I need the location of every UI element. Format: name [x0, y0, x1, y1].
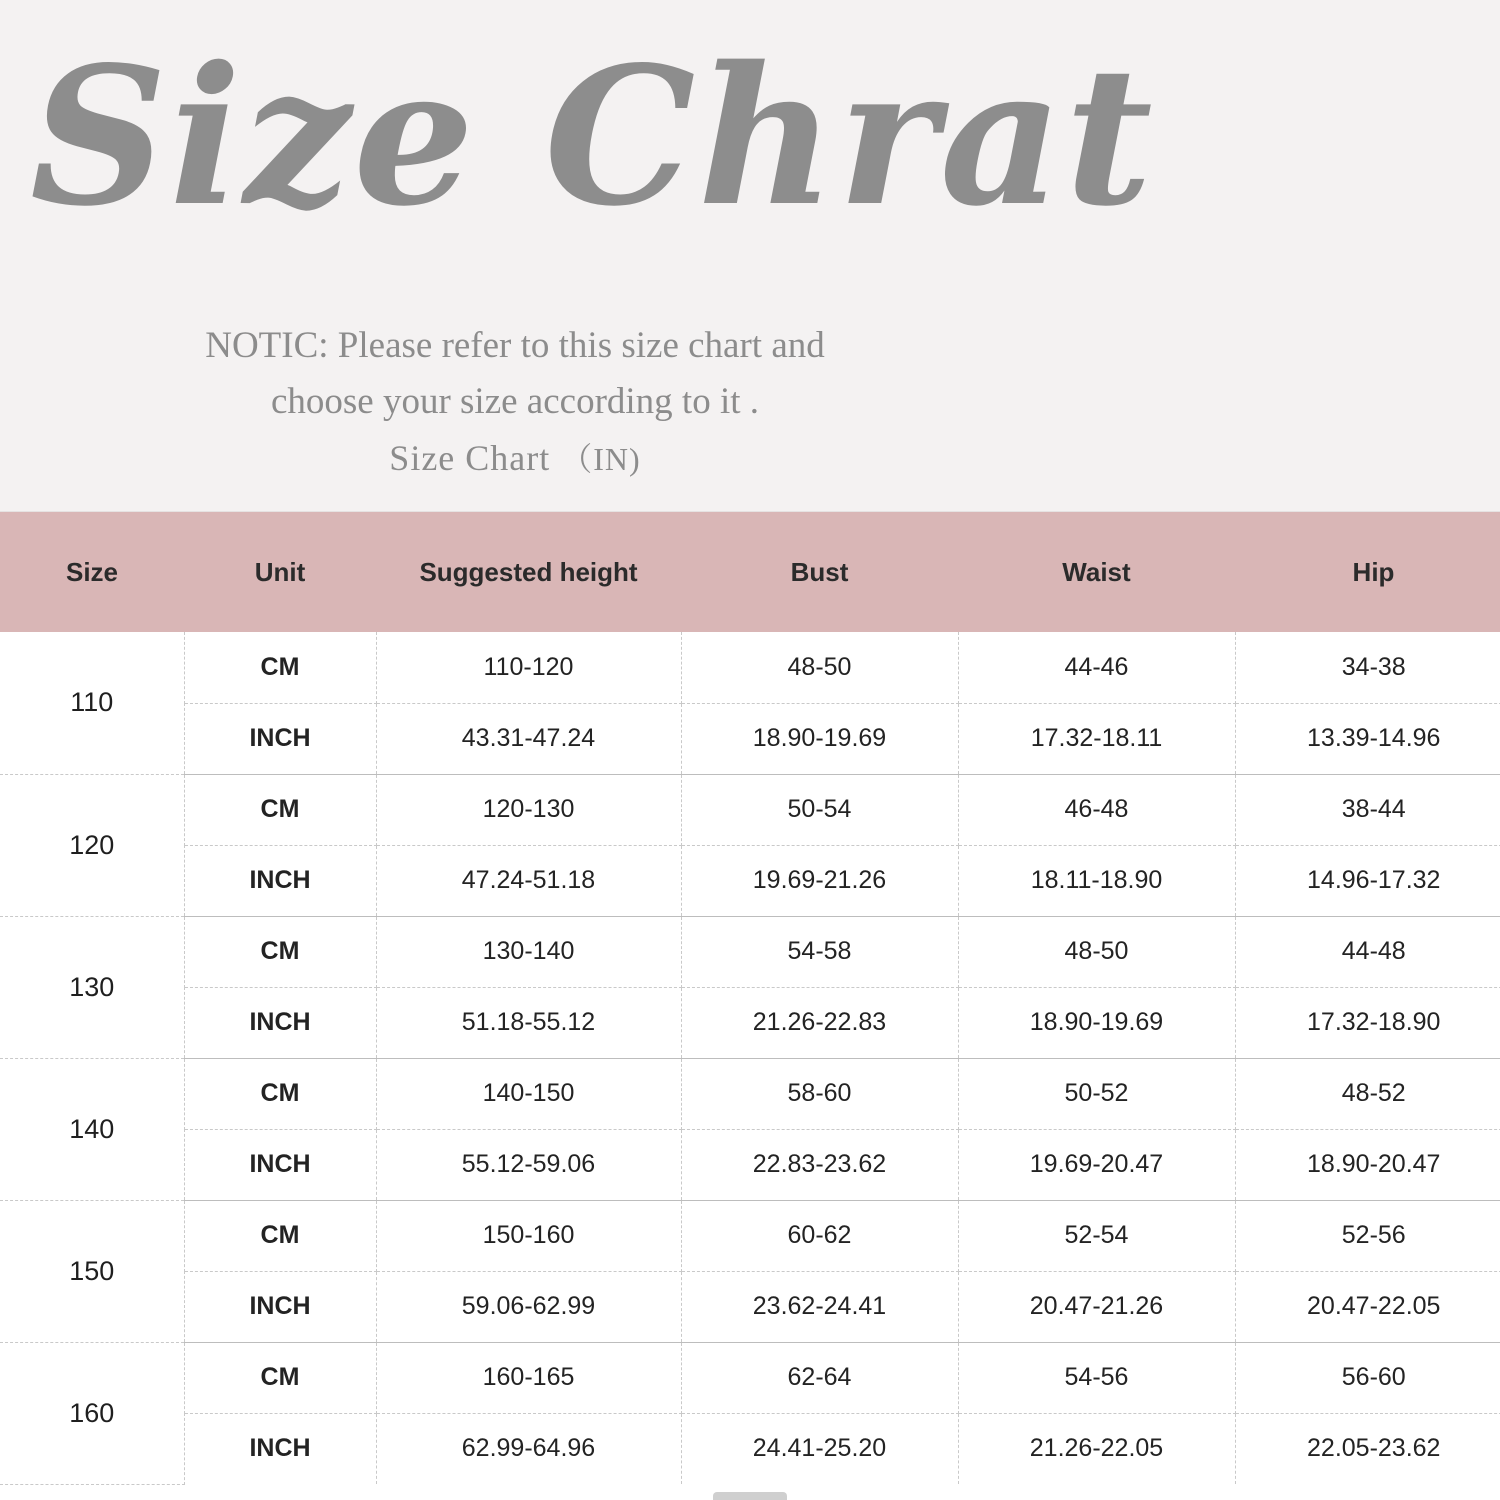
chart-header [0, 0, 1500, 512]
cell-unit: INCH [184, 987, 376, 1058]
cell-hip: 13.39-14.96 [1235, 703, 1500, 774]
table-row [0, 1129, 1500, 1200]
cell-unit: CM [184, 916, 376, 987]
column-header-size: Size [0, 512, 184, 632]
cell-size: 160 [0, 1342, 184, 1484]
table-row [0, 703, 1500, 774]
cell-waist: 48-50 [958, 916, 1235, 987]
cell-bust: 50-54 [681, 774, 958, 845]
cell-unit: CM [184, 632, 376, 703]
cell-size: 130 [0, 916, 184, 1058]
table-header-row [0, 512, 1500, 632]
cell-height: 59.06-62.99 [376, 1271, 681, 1342]
cell-hip: 44-48 [1235, 916, 1500, 987]
cell-bust: 62-64 [681, 1342, 958, 1413]
cell-bust: 58-60 [681, 1058, 958, 1129]
cell-height: 51.18-55.12 [376, 987, 681, 1058]
bottom-tab-indicator [713, 1492, 787, 1500]
cell-hip: 38-44 [1235, 774, 1500, 845]
table-row [0, 1342, 1500, 1413]
table-row [0, 845, 1500, 916]
cell-waist: 52-54 [958, 1200, 1235, 1271]
size-table-wrap [0, 512, 1500, 1485]
cell-hip: 20.47-22.05 [1235, 1271, 1500, 1342]
cell-height: 140-150 [376, 1058, 681, 1129]
table-row [0, 632, 1500, 703]
cell-hip: 48-52 [1235, 1058, 1500, 1129]
column-header-waist: Waist [958, 512, 1235, 632]
notice-block [0, 318, 1030, 487]
cell-waist: 17.32-18.11 [958, 703, 1235, 774]
cell-unit: CM [184, 1342, 376, 1413]
cell-waist: 21.26-22.05 [958, 1413, 1235, 1484]
cell-bust: 19.69-21.26 [681, 845, 958, 916]
cell-unit: INCH [184, 845, 376, 916]
cell-height: 43.31-47.24 [376, 703, 681, 774]
table-row [0, 774, 1500, 845]
table-row [0, 916, 1500, 987]
cell-hip: 17.32-18.90 [1235, 987, 1500, 1058]
cell-height: 62.99-64.96 [376, 1413, 681, 1484]
cell-height: 130-140 [376, 916, 681, 987]
cell-bust: 18.90-19.69 [681, 703, 958, 774]
cell-unit: CM [184, 774, 376, 845]
cell-waist: 18.11-18.90 [958, 845, 1235, 916]
table-row [0, 1200, 1500, 1271]
column-header-suggested-height: Suggested height [376, 512, 681, 632]
cell-height: 120-130 [376, 774, 681, 845]
cell-height: 150-160 [376, 1200, 681, 1271]
cell-size: 150 [0, 1200, 184, 1342]
cell-unit: CM [184, 1058, 376, 1129]
size-table [0, 512, 1500, 1485]
cell-height: 160-165 [376, 1342, 681, 1413]
cell-bust: 54-58 [681, 916, 958, 987]
table-row [0, 1058, 1500, 1129]
cell-waist: 20.47-21.26 [958, 1271, 1235, 1342]
cell-hip: 14.96-17.32 [1235, 845, 1500, 916]
notice-line-2: choose your size according to it . [270, 381, 760, 422]
cell-bust: 48-50 [681, 632, 958, 703]
notice-subtitle-unit: （IN) [560, 441, 641, 477]
cell-bust: 60-62 [681, 1200, 958, 1271]
page-title: Size Chrat [30, 25, 1155, 248]
cell-unit: INCH [184, 1129, 376, 1200]
table-row [0, 1271, 1500, 1342]
cell-waist: 19.69-20.47 [958, 1129, 1235, 1200]
cell-waist: 50-52 [958, 1058, 1235, 1129]
cell-height: 55.12-59.06 [376, 1129, 681, 1200]
cell-height: 110-120 [376, 632, 681, 703]
table-row [0, 987, 1500, 1058]
column-header-unit: Unit [184, 512, 376, 632]
column-header-hip: Hip [1235, 512, 1500, 632]
cell-size: 140 [0, 1058, 184, 1200]
cell-bust: 23.62-24.41 [681, 1271, 958, 1342]
cell-height: 47.24-51.18 [376, 845, 681, 916]
cell-unit: INCH [184, 1271, 376, 1342]
notice-line-1: NOTIC: Please refer to this size chart and [205, 325, 825, 366]
cell-hip: 34-38 [1235, 632, 1500, 703]
cell-bust: 22.83-23.62 [681, 1129, 958, 1200]
notice-subtitle-text: Size Chart [389, 438, 551, 478]
cell-hip: 18.90-20.47 [1235, 1129, 1500, 1200]
cell-size: 110 [0, 632, 184, 774]
cell-hip: 52-56 [1235, 1200, 1500, 1271]
notice-subtitle [0, 430, 1030, 487]
cell-waist: 46-48 [958, 774, 1235, 845]
cell-hip: 56-60 [1235, 1342, 1500, 1413]
cell-hip: 22.05-23.62 [1307, 1434, 1441, 1463]
cell-waist: 44-46 [958, 632, 1235, 703]
cell-unit: INCH [184, 1413, 376, 1484]
cell-bust: 21.26-22.83 [681, 987, 958, 1058]
cell-unit: INCH [184, 703, 376, 774]
table-row [0, 1413, 1500, 1484]
cell-unit: CM [184, 1200, 376, 1271]
column-header-bust: Bust [681, 512, 958, 632]
cell-size: 120 [0, 774, 184, 916]
cell-bust: 24.41-25.20 [681, 1413, 958, 1484]
cell-waist: 18.90-19.69 [958, 987, 1235, 1058]
cell-waist: 54-56 [958, 1342, 1235, 1413]
